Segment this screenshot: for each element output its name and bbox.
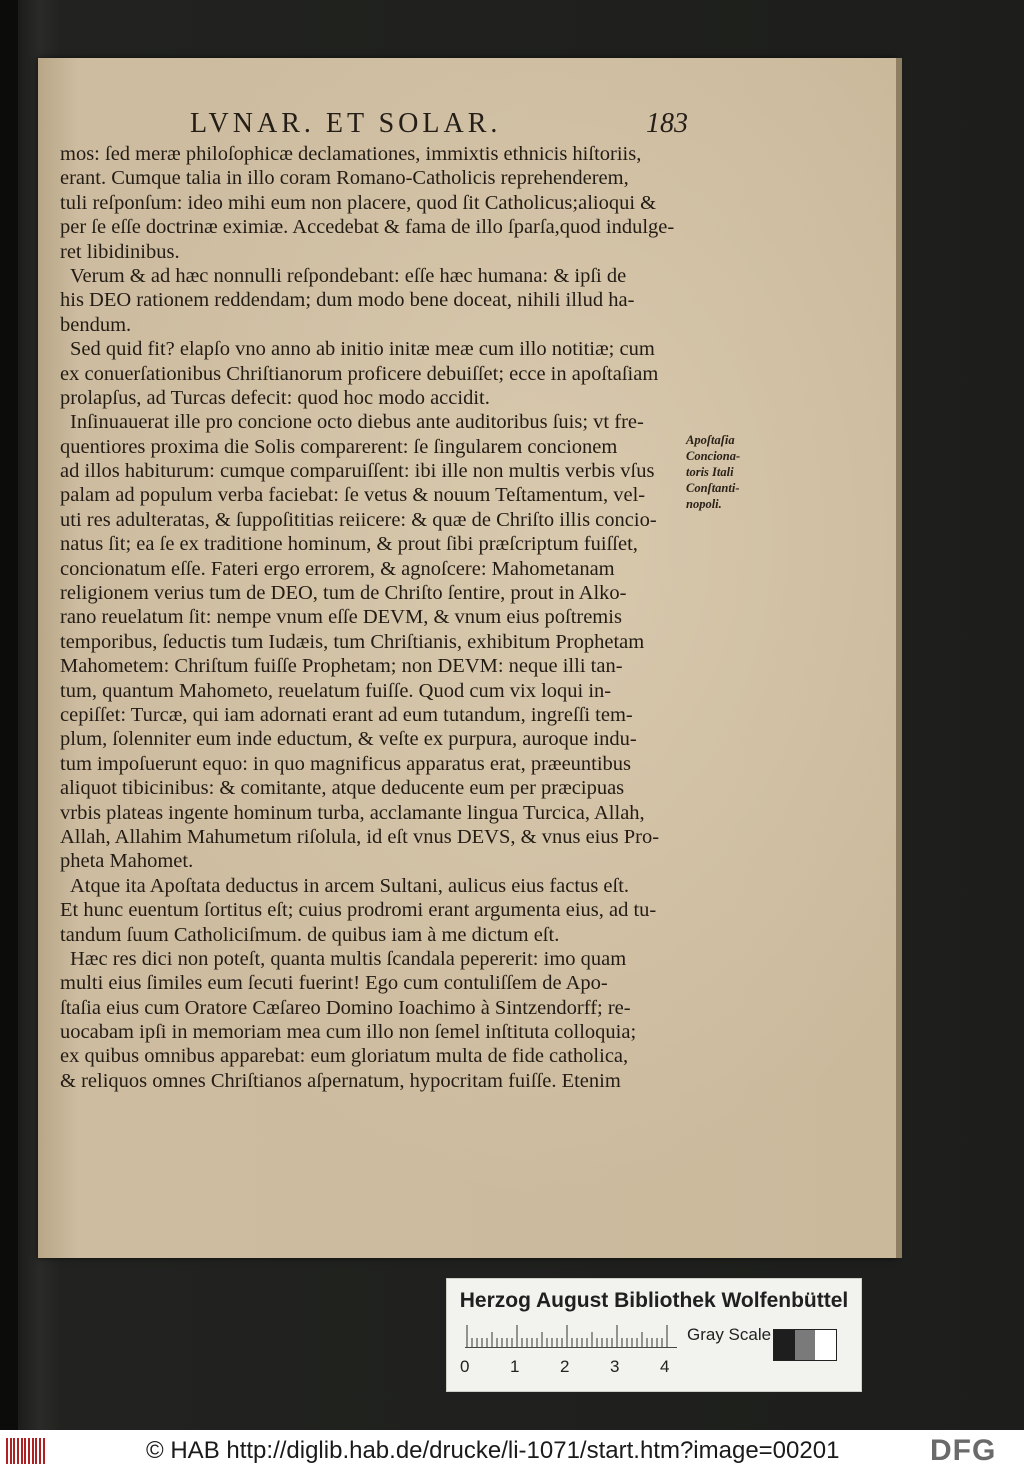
- text-line: uocabam ipſi in memoriam mea cum illo non ſemel inſtituta colloquia;: [60, 1021, 637, 1044]
- text-line: & reliquos omnes Chriſtianos aſpernatum, hypocritam fuiſſe. Etenim: [60, 1069, 621, 1092]
- marginal-note-line: toris Itali: [686, 465, 734, 479]
- barcode-bar: [13, 1438, 15, 1464]
- text-line: erant. Cumque talia in illo coram Romano-Catholicis reprehenderem,: [60, 167, 629, 190]
- body-text: [60, 142, 690, 1093]
- barcode-bar: [21, 1438, 23, 1464]
- text-line: Allah, Allahim Mahumetum riſolula, id eſt vnus DEVS, & vnus eius Pro-: [60, 825, 660, 848]
- barcode-bar: [32, 1438, 34, 1464]
- barcode-bar: [10, 1438, 12, 1464]
- text-line: tuli reſponſum: ideo mihi eum non placere, quod ſit Catholicus;alioqui &: [60, 191, 657, 214]
- text-line: uti res adulteratas, & ſuppoſititias reiicere: & quæ de Chriſto illis concio-: [60, 508, 657, 531]
- text-line: ex quibus omnibus apparebat: eum gloriatum multa de fide catholica,: [60, 1045, 629, 1068]
- gray-scale-swatches: [773, 1329, 837, 1361]
- marginal-note-line: Conſtanti-: [686, 481, 740, 495]
- text-line: cepiſſet: Turcæ, qui iam adornati erant ad eum tutandum, ingreſſi tem-: [60, 703, 633, 726]
- scale-numbers: [460, 1357, 695, 1377]
- text-line: tandum ſuum Catholiciſmum. de quibus iam à me dictum eſt.: [60, 923, 560, 946]
- gray-swatch: [774, 1330, 795, 1360]
- text-line: his DEO rationem reddendam; dum modo bene doceat, nihili illud ha-: [60, 289, 635, 312]
- page-header: [190, 108, 690, 142]
- institution-name: Herzog August Bibliothek Wolfenbüttel: [459, 1289, 849, 1312]
- text-line: natus ſit; ea ſe ex traditione hominum, & prout ſibi præſcriptum fuiſſet,: [60, 533, 638, 556]
- scale-number: 2: [560, 1357, 570, 1376]
- text-line: mos: ſed meræ philoſophicæ declamationes, immixtis ethnicis hiſtoriis,: [60, 143, 642, 165]
- text-line: concionatum eſſe. Fateri ergo errorem, & agnoſcere: Mahometanam: [60, 557, 615, 580]
- copyright-link[interactable]: © HAB http://diglib.hab.de/drucke/li-1071/start.htm?image=00201: [146, 1437, 840, 1464]
- text-line: Et hunc euentum ſortitus eſt; cuius prodromi erant argumenta eius, ad tu-: [60, 899, 657, 922]
- barcode-bar: [17, 1438, 19, 1464]
- gray-scale-label: Gray Scale: [687, 1325, 772, 1344]
- text-line: quentiores proxima die Solis comparerent: ſe ſingularem concionem: [60, 435, 618, 458]
- running-title: LVNAR. ET SOLAR.: [190, 108, 502, 139]
- text-line: Mahometem: Chriſtum fuiſſe Prophetam; non DEVM: neque illi tan-: [60, 655, 623, 678]
- hab-logo-icon: [6, 1438, 46, 1464]
- barcode-bar: [39, 1438, 41, 1464]
- text-line: Atque ita Apoſtata deductus in arcem Sultani, aulicus eius factus eſt.: [70, 874, 630, 897]
- scale-number: 3: [610, 1357, 620, 1376]
- barcode-bar: [24, 1438, 26, 1464]
- text-line: ex conuerſationibus Chriſtianorum proficere debuiſſet; ecce in apoſtaſiam: [60, 362, 659, 385]
- text-line: Hæc res dici non poteſt, quanta multis ſcandala pepererit: imo quam: [70, 947, 627, 970]
- scanner-edge: [0, 0, 18, 1430]
- text-line: Sed quid fit? elapſo vno anno ab initio initæ meæ cum illo notitiæ; cum: [70, 338, 655, 361]
- text-line: Verum & ad hæc nonnulli reſpondebant: eſſe hæc humana: & ipſi de: [70, 264, 627, 287]
- text-line: religionem verius tum de DEO, tum de Chriſto ſentire, prout in Alko-: [60, 582, 627, 605]
- text-line: palam ad populum verba faciebat: ſe vetus & nouum Teſtamentum, vel-: [60, 484, 646, 507]
- text-line: ad illos habiturum: cumque comparuiſſent: ibi ille non multis verbis vſus: [60, 460, 655, 483]
- text-line: multi eius ſimiles eum ſecuti fuerint! Ego cum contuliſſem de Apo-: [60, 972, 608, 995]
- text-line: temporibus, ſeductis tum Iudæis, tum Chriſtianis, exhibitum Prophetam: [60, 630, 645, 653]
- scale-number: 0: [460, 1357, 470, 1376]
- page-edge: [896, 58, 902, 1258]
- marginal-note-line: Conciona-: [686, 449, 741, 463]
- text-line: aliquot tibicinibus: & comitante, atque deducente eum per præcipuas: [60, 777, 625, 800]
- text-line: Inſinuauerat ille pro concione octo diebus ante auditoribus ſuis; vt fre-: [70, 411, 644, 434]
- gray-swatch: [795, 1330, 816, 1360]
- library-label-card: [446, 1278, 862, 1392]
- text-line: rano reuelatum ſit: nempe vnum eſſe DEVM, & vnum eius poſtremis: [60, 606, 622, 629]
- text-line: pheta Mahomet.: [60, 850, 194, 873]
- ruler-ticks: [465, 1325, 677, 1348]
- text-line: vrbis plateas ingente hominum turba, acclamante lingua Turcica, Allah,: [60, 801, 645, 824]
- text-line: bendum.: [60, 313, 132, 336]
- footer-bar: [0, 1430, 1024, 1473]
- marginal-note-line: Apoſtaſia: [686, 433, 735, 447]
- text-line: ſtaſia eius cum Oratore Cæſareo Domino Ioachimo à Sintzendorff; re-: [60, 996, 631, 1019]
- page-number: 183: [646, 108, 688, 139]
- text-line: prolapſus, ad Turcas defecit: quod hoc modo accidit.: [60, 386, 490, 409]
- barcode-bar: [43, 1438, 45, 1464]
- barcode-bar: [6, 1438, 8, 1464]
- text-line: tum impoſuerunt equo: in quo magnificus apparatus erat, præeuntibus: [60, 752, 632, 775]
- scale-number: 4: [660, 1357, 670, 1376]
- marginal-note: [686, 432, 766, 512]
- text-line: per ſe eſſe doctrinæ eximiæ. Accedebat & fama de illo ſparſa,quod indulge-: [60, 216, 675, 239]
- scale-ruler: [465, 1325, 677, 1353]
- gray-swatch: [815, 1330, 836, 1360]
- marginal-note-line: nopoli.: [686, 497, 722, 511]
- dfg-logo: DFG: [930, 1434, 997, 1467]
- text-line: tum, quantum Mahometo, reuelatum fuiſſe. Quod cum vix loqui in-: [60, 679, 612, 702]
- scale-number: 1: [510, 1357, 520, 1376]
- barcode-bar: [28, 1438, 30, 1464]
- barcode-bar: [35, 1438, 37, 1464]
- text-line: ret libidinibus.: [60, 240, 180, 263]
- text-line: plum, ſolenniter eum inde eductum, & veſte ex purpura, auroque indu-: [60, 728, 637, 751]
